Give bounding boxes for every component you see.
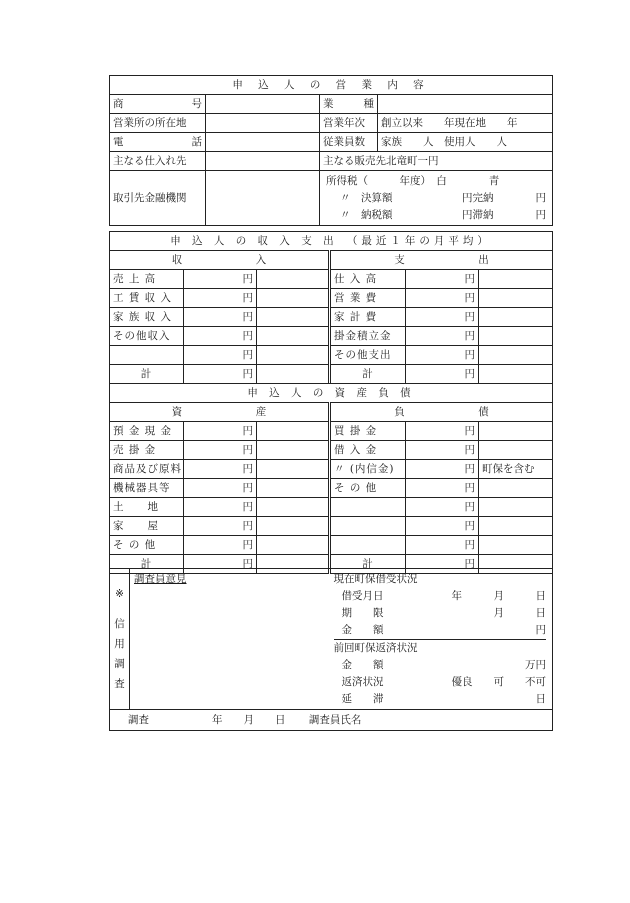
survey-date: 調査 年 月 日: [128, 714, 286, 726]
survey-opinion-label: 調査員意見: [134, 573, 187, 585]
repay-amount-row: [334, 657, 547, 674]
tax-block: [320, 171, 553, 226]
right-label: 買 掛 金: [330, 422, 406, 441]
survey-side: [110, 569, 130, 710]
label-address: 営業所の所在地: [110, 114, 206, 133]
loan-date-label: 借受月日: [341, 590, 384, 602]
amount-label: 金 額: [341, 624, 384, 636]
right-label: 家 計 費: [330, 308, 406, 327]
right-amount[interactable]: 円: [406, 327, 479, 346]
right-note[interactable]: [479, 365, 553, 384]
survey-inspector: 調査員氏名: [308, 714, 362, 726]
field-supplier[interactable]: [206, 152, 320, 171]
table-row: [110, 270, 553, 289]
assets-title: 申 込 人 の 資 産 負 債: [110, 384, 553, 403]
right-label: [330, 498, 406, 517]
tax-row-paid: [326, 207, 546, 224]
delay-row: [334, 691, 547, 708]
left-label: [110, 346, 184, 365]
right-label: 営 業 費: [330, 289, 406, 308]
field-address[interactable]: [206, 114, 320, 133]
repay-amount-label: 金 額: [341, 659, 384, 671]
left-label: 計: [110, 365, 184, 384]
right-amount[interactable]: 円: [406, 460, 479, 479]
survey-table: [109, 568, 553, 731]
left-note[interactable]: [257, 270, 330, 289]
right-amount[interactable]: 円: [406, 422, 479, 441]
right-amount[interactable]: 円: [406, 365, 479, 384]
table-row: [110, 365, 553, 384]
table-row: [110, 289, 553, 308]
survey-side-1: 信: [114, 618, 125, 630]
left-amount[interactable]: 円: [184, 479, 257, 498]
field-seller: 北竜町一円: [386, 155, 439, 167]
table-row: [110, 498, 553, 517]
term-row: [334, 605, 547, 622]
left-amount[interactable]: 円: [184, 365, 257, 384]
right-note[interactable]: [479, 498, 553, 517]
loan-date-row: [334, 588, 547, 605]
left-amount[interactable]: 円: [184, 460, 257, 479]
table-row: [110, 422, 553, 441]
left-amount[interactable]: 円: [184, 327, 257, 346]
table-row: [110, 460, 553, 479]
left-note[interactable]: [257, 422, 330, 441]
right-label: 仕 入 高: [330, 270, 406, 289]
right-amount[interactable]: 円: [406, 517, 479, 536]
right-note[interactable]: [479, 327, 553, 346]
survey-side-4: 査: [114, 678, 125, 690]
income-rows: [110, 270, 553, 384]
right-label: 計: [330, 365, 406, 384]
right-amount[interactable]: 円: [406, 441, 479, 460]
tax-settled-label: 〃 決算額: [340, 191, 393, 204]
right-label: その他支出: [330, 346, 406, 365]
loan-status: 現在町保借受状況: [333, 573, 418, 585]
assets-head-right: 負 債: [330, 403, 553, 422]
right-note[interactable]: [479, 536, 553, 555]
business-title: 申 込 人 の 営 業 内 容: [110, 76, 553, 95]
amount-value: 円: [535, 624, 546, 636]
field-gyoshu[interactable]: [378, 95, 553, 114]
right-note[interactable]: [479, 441, 553, 460]
right-amount[interactable]: 円: [406, 536, 479, 555]
amount-row: [334, 622, 547, 640]
left-label: 家 族 収 入: [110, 308, 184, 327]
left-label: 計: [110, 555, 184, 574]
right-note[interactable]: [479, 422, 553, 441]
tax-head: 所得税（ 年度） 白 青: [326, 174, 500, 187]
left-amount[interactable]: 円: [184, 498, 257, 517]
repay-amount-value: 万円: [525, 659, 546, 671]
label-phone: 電 話: [110, 133, 206, 152]
left-amount[interactable]: 円: [184, 270, 257, 289]
field-phone[interactable]: [206, 133, 320, 152]
label-bank: 取引先金融機関: [110, 171, 206, 226]
left-label: 商品及び原料: [110, 460, 184, 479]
left-note[interactable]: [257, 346, 330, 365]
income-table: [109, 231, 553, 384]
left-note[interactable]: [257, 479, 330, 498]
income-title: 申 込 人 の 収 入 支 出 （最近１年の月平均）: [110, 232, 553, 251]
business-table: [109, 75, 553, 226]
left-label: 預 金 現 金: [110, 422, 184, 441]
right-amount[interactable]: 円: [406, 270, 479, 289]
repay-status: 前回町保返済状況: [333, 642, 418, 654]
label-staff: 従業員数: [320, 133, 378, 152]
field-bank[interactable]: [206, 171, 320, 226]
table-row: [110, 441, 553, 460]
table-row: [110, 536, 553, 555]
right-amount[interactable]: 円: [406, 308, 479, 327]
right-amount[interactable]: 円: [406, 346, 479, 365]
right-note[interactable]: [479, 308, 553, 327]
repay-state-row: [334, 674, 547, 691]
right-amount[interactable]: 円: [406, 498, 479, 517]
left-label: 土 地: [110, 498, 184, 517]
survey-side-2: 用: [114, 638, 125, 650]
right-label: 掛金積立金: [330, 327, 406, 346]
left-amount[interactable]: 円: [184, 289, 257, 308]
left-label: 売 掛 金: [110, 441, 184, 460]
right-label: 〃 (内信金): [330, 460, 406, 479]
left-label: その他収入: [110, 327, 184, 346]
delay-value: 日: [535, 693, 546, 705]
survey-side-3: 調: [114, 658, 125, 670]
left-amount[interactable]: 円: [184, 308, 257, 327]
right-note[interactable]: [479, 270, 553, 289]
table-row: [110, 517, 553, 536]
field-years: 創立以来 年現在地 年: [378, 114, 553, 133]
left-note[interactable]: [257, 289, 330, 308]
right-amount[interactable]: 円: [406, 479, 479, 498]
right-amount[interactable]: 円: [406, 289, 479, 308]
repay-state-value: 優良 可 不可: [451, 676, 546, 688]
tax-row-settled: [326, 190, 546, 207]
income-head-right: 支 出: [330, 251, 553, 270]
term-value: 月 日: [493, 607, 546, 619]
right-label: 借 入 金: [330, 441, 406, 460]
left-amount[interactable]: 円: [184, 346, 257, 365]
left-note[interactable]: [257, 460, 330, 479]
table-row: [110, 308, 553, 327]
table-row: [110, 479, 553, 498]
left-amount[interactable]: 円: [184, 441, 257, 460]
right-label: [330, 536, 406, 555]
left-note[interactable]: [257, 517, 330, 536]
left-label: 家 屋: [110, 517, 184, 536]
assets-rows: [110, 422, 553, 574]
left-label: そ の 他: [110, 536, 184, 555]
right-label: [330, 517, 406, 536]
term-label: 期 限: [341, 607, 384, 619]
left-amount[interactable]: 円: [184, 422, 257, 441]
left-note[interactable]: [257, 308, 330, 327]
left-amount[interactable]: 円: [184, 517, 257, 536]
field-shogo[interactable]: [206, 95, 320, 114]
left-amount[interactable]: 円: [184, 555, 257, 574]
right-note[interactable]: [479, 479, 553, 498]
income-head-left: 収 入: [110, 251, 330, 270]
left-note[interactable]: [257, 498, 330, 517]
repay-state-label: 返済状況: [341, 676, 384, 688]
right-note[interactable]: [479, 517, 553, 536]
survey-mark: ※: [115, 588, 124, 600]
tax-settled-value: 円完納 円: [462, 191, 546, 204]
survey-footer: [110, 710, 553, 731]
delay-label: 延 滞: [341, 693, 384, 705]
label-shogo: 商 号: [110, 95, 206, 114]
assets-head-left: 資 産: [110, 403, 330, 422]
right-note: 町保を含む: [479, 460, 553, 479]
left-note[interactable]: [257, 441, 330, 460]
label-supplier: 主なる仕入れ先: [110, 152, 206, 171]
left-note[interactable]: [257, 327, 330, 346]
right-note[interactable]: [479, 346, 553, 365]
right-label: 計: [330, 555, 406, 574]
right-note[interactable]: [479, 289, 553, 308]
left-label: 機械器具等: [110, 479, 184, 498]
tax-paid-value: 円滞納 円: [462, 208, 546, 221]
right-amount[interactable]: 円: [406, 555, 479, 574]
label-years: 営業年次: [320, 114, 378, 133]
table-row: [110, 327, 553, 346]
left-note[interactable]: [257, 365, 330, 384]
left-label: 工 賃 収 入: [110, 289, 184, 308]
tax-paid-label: 〃 納税額: [340, 208, 393, 221]
label-gyoshu: 業 種: [320, 95, 378, 114]
field-staff: 家族 人 使用人 人: [378, 133, 553, 152]
label-seller: 主なる販売先: [323, 155, 386, 167]
left-label: 売 上 高: [110, 270, 184, 289]
survey-status-box: [326, 569, 553, 710]
assets-table: [109, 383, 553, 574]
seller: [320, 152, 553, 171]
loan-date-value: 年 月 日: [451, 590, 546, 602]
right-label: そ の 他: [330, 479, 406, 498]
left-amount[interactable]: 円: [184, 536, 257, 555]
left-note[interactable]: [257, 536, 330, 555]
survey-opinion-box[interactable]: [130, 569, 326, 710]
table-row: [110, 346, 553, 365]
